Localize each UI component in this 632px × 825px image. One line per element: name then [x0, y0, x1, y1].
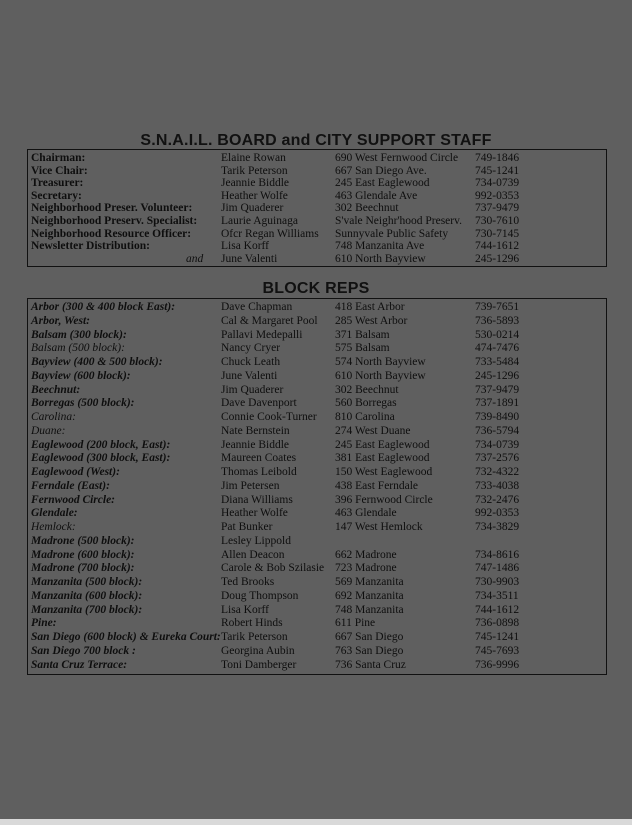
- board-address: Sunnyvale Public Safety: [335, 227, 449, 240]
- rep-name: Lesley Lippold: [221, 534, 291, 547]
- block-name: Balsam (300 block):: [31, 328, 127, 341]
- rep-name: Doug Thompson: [221, 589, 299, 602]
- rep-address: 274 West Duane: [335, 424, 411, 437]
- block-rep-row: [28, 494, 606, 507]
- block-rep-row: [28, 425, 606, 438]
- block-rep-row: [28, 356, 606, 369]
- rep-address: 150 West Eaglewood: [335, 466, 433, 478]
- block-name: Fernwood Circle:: [31, 493, 116, 506]
- rep-name: Connie Cook-Turner: [221, 411, 317, 423]
- rep-name: Nancy Cryer: [221, 342, 281, 355]
- rep-address: 147 West Hemlock: [335, 521, 423, 533]
- board-role: Chairman:: [31, 152, 86, 164]
- rep-name: Chuck Leath: [221, 356, 281, 368]
- block-name: Pine:: [31, 617, 57, 630]
- rep-name: Jeannie Biddle: [221, 438, 290, 451]
- rep-name: Carole & Bob Szilasie: [221, 562, 325, 575]
- rep-address: 302 Beechnut: [335, 383, 399, 396]
- rep-name: Allen Deacon: [221, 548, 285, 561]
- board-address: 748 Manzanita Ave: [335, 240, 425, 253]
- block-name: Madrone (500 block):: [31, 534, 135, 547]
- board-row: [28, 228, 606, 241]
- board-address: 463 Glendale Ave: [335, 189, 418, 202]
- rep-phone: 739-8490: [475, 411, 520, 423]
- rep-address: 560 Borregas: [335, 397, 397, 410]
- block-name: Carolina:: [31, 411, 76, 423]
- rep-name: June Valenti: [221, 369, 278, 382]
- block-rep-row: [28, 301, 606, 314]
- rep-address: 438 East Ferndale: [335, 479, 419, 492]
- block-rep-row: [28, 521, 606, 534]
- board-name: Jeannie Biddle: [221, 177, 290, 190]
- rep-name: Diana Williams: [221, 493, 293, 506]
- rep-phone: 739-7651: [475, 301, 520, 313]
- block-rep-row: [28, 645, 606, 658]
- block-name: Beechnut:: [31, 383, 81, 396]
- block-name: Balsam (500 block):: [31, 342, 125, 355]
- block-rep-row: [28, 411, 606, 424]
- board-phone: 749-1846: [475, 152, 520, 164]
- rep-address: 463 Glendale: [335, 507, 397, 520]
- board-address: 610 North Bayview: [335, 252, 426, 265]
- rep-name: Ted Brooks: [221, 576, 275, 588]
- rep-address: 723 Madrone: [335, 562, 397, 575]
- board-name: Lisa Korff: [221, 240, 270, 253]
- block-name: Eaglewood (200 block, East):: [31, 438, 171, 451]
- block-name: Eaglewood (300 block, East):: [31, 452, 171, 465]
- block-name: Ferndale (East):: [31, 479, 110, 492]
- rep-phone: 730-9903: [475, 576, 520, 588]
- board-row: [28, 177, 606, 190]
- board-phone: 734-0739: [475, 177, 520, 190]
- block-rep-row: [28, 480, 606, 493]
- block-name: Arbor, West:: [31, 314, 91, 327]
- block-name: Borregas (500 block):: [31, 397, 135, 410]
- rep-phone: 747-1486: [475, 562, 520, 575]
- rep-address: 574 North Bayview: [335, 356, 426, 368]
- board-name: Laurie Aguinaga: [221, 215, 298, 227]
- block-name: Duane:: [31, 424, 66, 437]
- rep-name: Maureen Coates: [221, 452, 297, 465]
- block-rep-row: [28, 576, 606, 589]
- block-rep-row: [28, 549, 606, 562]
- block-name: San Diego (600 block) & Eureka Court:: [31, 631, 221, 643]
- board-phone: 737-9479: [475, 202, 520, 215]
- rep-address: 575 Balsam: [335, 342, 390, 355]
- rep-address: 611 Pine: [335, 617, 376, 630]
- block-rep-row: [28, 315, 606, 328]
- rep-address: 662 Madrone: [335, 548, 397, 561]
- block-name: Manzanita (700 block):: [31, 603, 143, 616]
- board-phone: 744-1612: [475, 240, 520, 253]
- block-rep-row: [28, 466, 606, 479]
- board-name: Elaine Rowan: [221, 152, 286, 164]
- rep-phone: 734-8616: [475, 548, 520, 561]
- board-row: [28, 190, 606, 203]
- rep-address: 285 West Arbor: [335, 314, 408, 327]
- board-phone: 730-7610: [475, 215, 520, 227]
- block-name: Santa Cruz Terrace:: [31, 658, 128, 671]
- rep-phone: 745-1241: [475, 631, 520, 643]
- rep-name: Thomas Leibold: [221, 466, 297, 478]
- rep-address: 381 East Eaglewood: [335, 452, 430, 465]
- rep-name: Heather Wolfe: [221, 507, 288, 520]
- board-phone: 992-0353: [475, 189, 520, 202]
- rep-address: 245 East Eaglewood: [335, 438, 430, 451]
- rep-phone: 734-3511: [475, 589, 519, 602]
- block-rep-row: [28, 617, 606, 630]
- board-phone: 730-7145: [475, 227, 520, 240]
- board-row: [28, 165, 606, 178]
- rep-address: 692 Manzanita: [335, 589, 404, 602]
- rep-phone: 733-5484: [475, 356, 520, 368]
- block-rep-row: [28, 342, 606, 355]
- rep-address: 610 North Bayview: [335, 369, 426, 382]
- rep-address: 569 Manzanita: [335, 576, 404, 588]
- rep-address: 763 San Diego: [335, 644, 404, 657]
- block-name: Bayview (400 & 500 block):: [31, 356, 163, 368]
- board-and-label: and: [186, 252, 204, 265]
- rep-name: Lisa Korff: [221, 603, 270, 616]
- rep-phone: 745-7693: [475, 644, 520, 657]
- rep-name: Dave Davenport: [221, 397, 297, 410]
- rep-name: Pallavi Medepalli: [221, 328, 303, 341]
- rep-phone: 736-5794: [475, 424, 520, 437]
- rep-phone: 474-7476: [475, 342, 520, 355]
- rep-address: 736 Santa Cruz: [335, 658, 406, 671]
- block-name: San Diego 700 block :: [31, 644, 136, 657]
- rep-address: 418 East Arbor: [335, 301, 405, 313]
- board-name: Heather Wolfe: [221, 189, 288, 202]
- rep-phone: 734-3829: [475, 521, 520, 533]
- rep-name: Tarik Peterson: [221, 631, 288, 643]
- board-phone: 245-1296: [475, 252, 520, 265]
- board-name: Ofcr Regan Williams: [221, 227, 319, 240]
- block-rep-row: [28, 507, 606, 520]
- rep-phone: 736-0898: [475, 617, 520, 630]
- block-name: Madrone (600 block):: [31, 548, 135, 561]
- rep-name: Nate Bernstein: [221, 424, 290, 437]
- board-address: 245 East Eaglewood: [335, 177, 430, 190]
- rep-phone: 732-2476: [475, 493, 520, 506]
- block-reps-table: [27, 298, 607, 675]
- rep-name: Jim Petersen: [221, 479, 280, 492]
- rep-address: 810 Carolina: [335, 411, 395, 423]
- board-name: Tarik Peterson: [221, 164, 288, 177]
- board-row: [28, 215, 606, 228]
- rep-phone: 530-0214: [475, 328, 520, 341]
- rep-name: Robert Hinds: [221, 617, 283, 630]
- board-role: Neighborhood Preser. Volunteer:: [31, 202, 193, 215]
- board-role: Neighborhood Preserv. Specialist:: [31, 215, 198, 227]
- rep-phone: 734-0739: [475, 438, 520, 451]
- block-rep-row: [28, 535, 606, 548]
- rep-name: Jim Quaderer: [221, 383, 284, 396]
- rep-phone: 744-1612: [475, 603, 520, 616]
- rep-name: Pat Bunker: [221, 521, 273, 533]
- board-address: 302 Beechnut: [335, 202, 399, 215]
- rep-phone: 737-9479: [475, 383, 520, 396]
- block-name: Manzanita (600 block):: [31, 589, 143, 602]
- rep-address: 667 San Diego: [335, 631, 404, 643]
- block-rep-row: [28, 604, 606, 617]
- rep-address: 371 Balsam: [335, 328, 390, 341]
- board-row: [28, 240, 606, 253]
- board-role: Secretary:: [31, 189, 82, 202]
- block-name: Manzanita (500 block):: [31, 576, 143, 588]
- board-phone: 745-1241: [475, 164, 520, 177]
- rep-phone: 992-0353: [475, 507, 520, 520]
- block-rep-row: [28, 329, 606, 342]
- rep-phone: 737-2576: [475, 452, 520, 465]
- board-name: Jim Quaderer: [221, 202, 284, 215]
- board-table: [27, 149, 607, 267]
- board-row: [28, 152, 606, 165]
- board-name: June Valenti: [221, 252, 278, 265]
- block-rep-row: [28, 397, 606, 410]
- block-name: Arbor (300 & 400 block East):: [31, 301, 176, 313]
- rep-address: 748 Manzanita: [335, 603, 404, 616]
- block-name: Eaglewood (West):: [31, 466, 120, 478]
- board-row: [28, 202, 606, 215]
- block-name: Madrone (700 block):: [31, 562, 135, 575]
- rep-phone: 736-9996: [475, 658, 520, 671]
- block-name: Bayview (600 block):: [31, 369, 131, 382]
- rep-phone: 732-4322: [475, 466, 520, 478]
- block-rep-row: [28, 439, 606, 452]
- board-heading: S.N.A.I.L. BOARD and CITY SUPPORT STAFF: [140, 132, 492, 149]
- page-edge: [0, 819, 632, 825]
- block-rep-row: [28, 370, 606, 383]
- rep-phone: 737-1891: [475, 397, 520, 410]
- rep-phone: 245-1296: [475, 369, 520, 382]
- board-role: Newsletter Distribution:: [31, 240, 150, 253]
- rep-name: Dave Chapman: [221, 301, 293, 313]
- board-role: Neighborhood Resource Officer:: [31, 227, 192, 240]
- block-rep-row: [28, 590, 606, 603]
- block-rep-row: [28, 452, 606, 465]
- rep-address: 396 Fernwood Circle: [335, 493, 433, 506]
- board-role: Vice Chair:: [31, 164, 88, 177]
- rep-name: Cal & Margaret Pool: [221, 314, 318, 327]
- board-role: Treasurer:: [31, 177, 84, 190]
- block-name: Glendale:: [31, 507, 78, 520]
- block-rep-row: [28, 631, 606, 644]
- block-rep-row: [28, 384, 606, 397]
- block-reps-heading: BLOCK REPS: [262, 280, 370, 297]
- rep-name: Toni Damberger: [221, 658, 297, 671]
- block-rep-row: [28, 562, 606, 575]
- block-rep-row: [28, 659, 606, 672]
- board-address: S'vale Neighr'hood Preserv.: [335, 215, 462, 227]
- board-address: 667 San Diego Ave.: [335, 164, 427, 177]
- rep-phone: 736-5893: [475, 314, 520, 327]
- board-row: [28, 253, 606, 266]
- rep-phone: 733-4038: [475, 479, 520, 492]
- board-address: 690 West Fernwood Circle: [335, 152, 459, 164]
- block-name: Hemlock:: [31, 521, 76, 533]
- rep-name: Georgina Aubin: [221, 644, 295, 657]
